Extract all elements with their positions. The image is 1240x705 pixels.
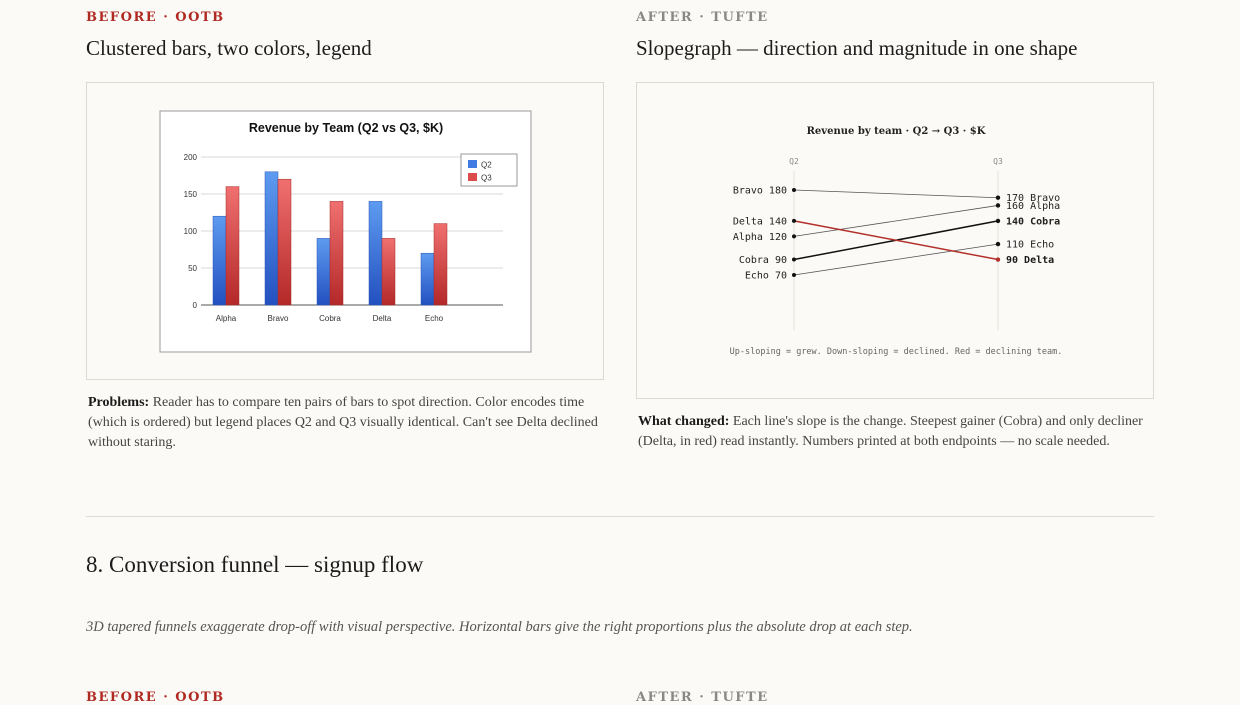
bar-chart-x-tick: Bravo [267, 314, 289, 323]
section-before-kicker: BEFORE · OOTB [86, 690, 225, 705]
slope-line-echo [794, 244, 998, 275]
slopegraph-chart [637, 83, 1155, 400]
bar-q3-bravo [278, 179, 291, 305]
slope-label-q3-alpha: 160 Alpha [1006, 200, 1061, 212]
slope-point-q2-echo [792, 273, 796, 277]
bar-chart-y-tick: 100 [183, 227, 197, 236]
section-lede: 3D tapered funnels exaggerate drop-off with visual perspective. Horizontal bars give the right proportions plus the absolute drop at each step. [86, 619, 913, 635]
bar-q2-bravo [265, 172, 278, 305]
slope-label-q3-delta: 90 Delta [1006, 255, 1055, 267]
changed-text: Each line's slope is the change. Steepest gainer (Cobra) and only decliner (Delta, in red) read instantly. Numbers printed at both endpoints — no scale needed. [638, 414, 1143, 449]
slope-label-q3-echo: 110 Echo [1006, 239, 1055, 251]
problems-text: Reader has to compare ten pairs of bars to spot direction. Color encodes time (which is ordered) but legend places Q2 and Q3 visually identical. Can't see Delta declined without staring. [88, 395, 598, 450]
after-chart-frame [636, 82, 1154, 399]
slope-line-alpha [794, 205, 998, 236]
slopegraph-q3-label: Q3 [993, 157, 1003, 166]
bar-q3-cobra [330, 201, 343, 305]
bar-q2-echo [421, 253, 434, 305]
problems-label: Problems: [88, 395, 150, 410]
legend-swatch-q2 [468, 160, 477, 168]
slope-point-q2-cobra [792, 258, 796, 262]
slope-label-q2-alpha: Alpha 120 [732, 231, 787, 243]
slope-point-q3-alpha [996, 203, 1000, 207]
slope-label-q2-cobra: Cobra 90 [738, 255, 787, 267]
changed-label: What changed: [638, 414, 730, 429]
before-problems-note [88, 393, 598, 453]
slope-point-q3-cobra [996, 219, 1000, 223]
bar-q3-delta [382, 238, 395, 305]
slope-point-q2-alpha [792, 234, 796, 238]
after-changed-note [638, 412, 1150, 452]
slope-point-q2-bravo [792, 188, 796, 192]
after-panel-title: Slopegraph — direction and magnitude in one shape [636, 36, 1078, 60]
bar-chart-y-tick: 0 [192, 301, 197, 310]
clustered-bar-chart [87, 83, 605, 381]
bar-chart-x-tick: Alpha [215, 314, 237, 323]
legend-swatch-q3 [468, 173, 477, 181]
slope-point-q2-delta [792, 219, 796, 223]
bar-chart-y-tick: 150 [183, 190, 197, 199]
section-divider [86, 516, 1154, 517]
bar-q2-delta [369, 201, 382, 305]
bar-chart-x-tick: Echo [424, 314, 444, 323]
bar-chart-x-tick: Delta [372, 314, 392, 323]
before-panel-title: Clustered bars, two colors, legend [86, 36, 372, 60]
bar-chart-title: Revenue by Team (Q2 vs Q3, $K) [248, 121, 444, 135]
after-kicker: AFTER · TUFTE [636, 10, 769, 25]
slope-label-q2-echo: Echo 70 [744, 270, 787, 282]
bar-q3-echo [434, 224, 447, 305]
slope-label-q2-delta: Delta 140 [732, 216, 787, 228]
bar-chart-y-tick: 50 [188, 264, 197, 273]
legend-label-q3: Q3 [481, 173, 492, 183]
slope-label-q3-bravo: 170 Bravo [1006, 193, 1061, 205]
slope-label-q2-bravo: Bravo 180 [732, 185, 787, 197]
slope-label-q3-cobra: 140 Cobra [1006, 216, 1061, 228]
slopegraph-title: Revenue by team · Q2 → Q3 · $K [806, 126, 986, 137]
slope-line-bravo [794, 190, 998, 198]
slopegraph-footnote: Up-sloping = grew. Down-sloping = declined. Red = declining team. [729, 347, 1063, 357]
bar-chart-x-tick: Cobra [319, 314, 341, 323]
bar-q2-cobra [317, 238, 330, 305]
bar-q3-alpha [226, 187, 239, 305]
before-chart-frame [86, 82, 604, 380]
slope-point-q3-delta [996, 257, 1000, 261]
slope-point-q3-bravo [996, 196, 1000, 200]
slopegraph-q2-label: Q2 [789, 157, 799, 166]
section-after-kicker: AFTER · TUFTE [636, 690, 769, 705]
legend-label-q2: Q2 [481, 160, 492, 170]
slope-point-q3-echo [996, 242, 1000, 246]
before-kicker: BEFORE · OOTB [86, 10, 225, 25]
section-title: 8. Conversion funnel — signup flow [86, 552, 424, 577]
bar-q2-alpha [213, 216, 226, 305]
bar-chart-y-tick: 200 [183, 153, 197, 162]
